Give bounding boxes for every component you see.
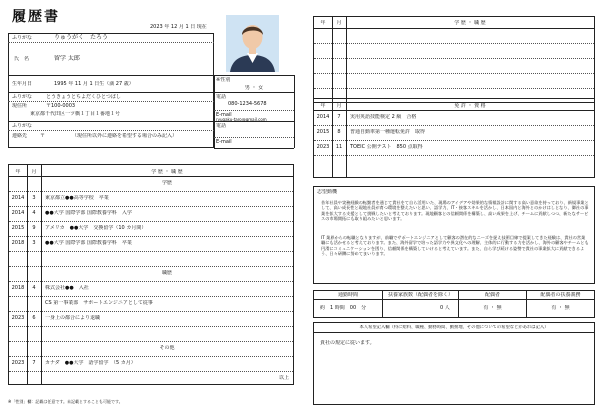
history-row-month: 3 — [32, 240, 36, 246]
history-row-month: 7 — [32, 360, 36, 366]
history-row-content: 職歴 — [161, 270, 172, 276]
history-row-month: 9 — [32, 225, 36, 231]
commute-label: 通勤時間 — [337, 292, 358, 298]
gender-label: ※性別 — [216, 77, 231, 83]
name-label: 氏 名 — [14, 56, 30, 62]
contact-email-label: E-mail — [216, 139, 232, 145]
history-row-year: 2023 — [11, 315, 25, 321]
contact-phone-label: 電話 — [216, 123, 227, 129]
name-value: 留学 太郎 — [54, 55, 80, 62]
history-row-year: 2014 — [11, 210, 25, 216]
commute-value: 約 1 時間 00 分 — [320, 305, 367, 311]
history-col-content: 学 歴 ・ 職 歴 — [151, 169, 183, 175]
license-row-month: 11 — [335, 144, 343, 150]
email-label: E-mail — [216, 112, 232, 118]
contact-label: 連絡先 — [12, 133, 28, 139]
phone-value: 080-1234-5678 — [228, 101, 267, 107]
history2-col-year: 年 — [320, 20, 326, 26]
history-row-month: 6 — [32, 315, 36, 321]
requests-box — [313, 322, 595, 405]
contact-postal: 〒 — [40, 133, 46, 139]
spouse-label: 配偶者 — [484, 292, 500, 298]
dependents-label: 扶養家族数（配偶者を除く） — [387, 292, 453, 298]
birthdate-label: 生年月日 — [12, 81, 33, 87]
licenses-table — [313, 98, 595, 178]
history-continued-table — [313, 16, 595, 103]
resume-date: 2023 年 12 月 1 日 現在 — [150, 24, 207, 30]
motivation-paragraph-2: IT 業界からの転職となりますが、前職でサポートエンジニアとして顧客の潜在的なニーズを捉え技術目線で提案してきた経験は、貴社の営業職にも活かせると考えております。また、海外留学で培った語学力や異文化への理解、主体的に行動する力を活かし、海外の顧客やチームとも円滑にコミュニケーションを図り、信頼関係を構築していけると考えています。また、自ら学び続ける姿勢で貴社の事業拡大に貢献できるよう、日々研鑽に努めてまいります。 — [321, 235, 589, 257]
phone-label: 電話 — [216, 94, 227, 100]
history-row-content: 学歴 — [161, 180, 172, 186]
license-row-content: 普通自動車第一種運転免許 取得 — [350, 129, 426, 135]
contact-note: （現住所以外に連絡を希望する場合のみ記入） — [72, 133, 178, 139]
license-row-year: 2023 — [316, 144, 330, 150]
history-row-year: 2018 — [11, 240, 25, 246]
address-value: 東京都千代田区一ツ橋１丁目１番地１号 — [30, 111, 121, 117]
contact-furigana-label: ふりがな — [12, 123, 33, 129]
address-furigana: とうきょうとちよだくひとつばし — [46, 94, 121, 100]
spouse-value: 有 ・ 無 — [483, 305, 502, 311]
history-table — [8, 164, 294, 385]
history-row-content: 東京都立●●高等学校 卒業 — [45, 195, 109, 201]
history-col-year: 年 — [15, 169, 21, 175]
requests-body: 貴社の規定に従います。 — [320, 340, 375, 346]
history-row-month: 4 — [32, 285, 36, 291]
history-row-year: 2014 — [11, 195, 25, 201]
spouse-duty-label: 配偶者の扶養義務 — [540, 292, 581, 298]
name-furigana-label: ふりがな — [12, 35, 33, 41]
history-row-content: その他 — [159, 345, 175, 351]
licenses-col-year: 年 — [320, 103, 326, 109]
postal-code: 〒100-0003 — [46, 103, 76, 109]
email-value: ryugaku-taro@gmail.com — [216, 117, 267, 122]
history-row-content: 一身上の都合により退職 — [45, 315, 101, 321]
history-row-content: 株式会社●● 入社 — [45, 285, 89, 291]
history-col-month: 月 — [31, 169, 37, 175]
spouse-duty-value: 有 ・ 無 — [551, 305, 570, 311]
history-row-month: 4 — [32, 210, 36, 216]
resume-right-page — [309, 0, 600, 410]
license-row-year: 2015 — [316, 129, 330, 135]
history-row-content: 以上 — [278, 375, 289, 381]
address-label: 現住所 — [12, 103, 28, 109]
license-row-month: 7 — [337, 114, 341, 120]
license-row-content: TOEIC 公開テスト 850 点取得 — [350, 144, 423, 150]
history-row-content: カナダ ●●大学 語学留学 （5 カ月） — [45, 360, 136, 366]
license-row-month: 8 — [337, 129, 341, 135]
person-icon — [226, 15, 279, 72]
history-row-content: CS 第一事業部 サポートエンジニアとして従事 — [45, 300, 153, 306]
id-photo — [226, 15, 279, 72]
history-row-month: 3 — [32, 195, 36, 201]
gender-value: 男 ・ 女 — [244, 85, 264, 91]
resume-left-page — [4, 0, 295, 410]
birthdate-value: 1995 年 11 月 1 日生（満 27 歳） — [54, 81, 134, 87]
history2-col-month: 月 — [336, 20, 342, 26]
history2-col-content: 学 歴 ・ 職 歴 — [454, 20, 486, 26]
history-row-year: 2018 — [11, 285, 25, 291]
requests-heading: 本人希望記入欄（特に給料、職種、勤務時間、勤務地、その他についての希望などがあれば記入） — [359, 325, 549, 330]
history-row-content: ●●大学 国際学部 国際教養学科 入学 — [45, 210, 132, 216]
license-row-year: 2014 — [316, 114, 330, 120]
resume-title: 履歴書 — [12, 9, 60, 25]
history-row-year: 2023 — [11, 360, 25, 366]
history-row-content: ●●大学 国際学部 国際教養学科 卒業 — [45, 240, 132, 246]
motivation-heading: 志望動機 — [317, 189, 338, 195]
licenses-col-month: 月 — [336, 103, 342, 109]
history-row-content: アメリカ ●●大学 交換留学（10 カ月間） — [45, 225, 147, 231]
motivation-box — [313, 186, 595, 284]
licenses-col-content: 免 許 ・ 資 格 — [454, 103, 486, 109]
name-furigana: りゅうがく たろう — [54, 34, 109, 41]
motivation-paragraph-1: 昔年社員や実務経験の転勤者を通じて貴社をて自ら活用いた、現場のアイデアや効果的な情報設計に関する高い意欲を持っており、新規事業として、高い成長性と現地社員が育つ環境を整えたいと思い、語学力、IT・接客スキルを活かし、日本国内と海外とのかけはしとなり、御社の事業を拡大する支援として挑戦したいと考えております。現地顧客との信頼関係を構築し、高い成果を上げ、チームに貢献しつつ、新たなサービスの市場開拓にも取り組みたいと思います。 — [321, 200, 589, 222]
commute-box — [313, 290, 595, 318]
footnote: ※「性別」欄：記載は任意です。未記載とすることも可能です。 — [8, 399, 123, 404]
license-row-content: 実用英語技能検定 2 級 合格 — [350, 114, 417, 120]
history-row-year: 2015 — [11, 225, 25, 231]
address-furigana-label: ふりがな — [12, 94, 33, 100]
dependents-value: 0 人 — [440, 305, 450, 311]
